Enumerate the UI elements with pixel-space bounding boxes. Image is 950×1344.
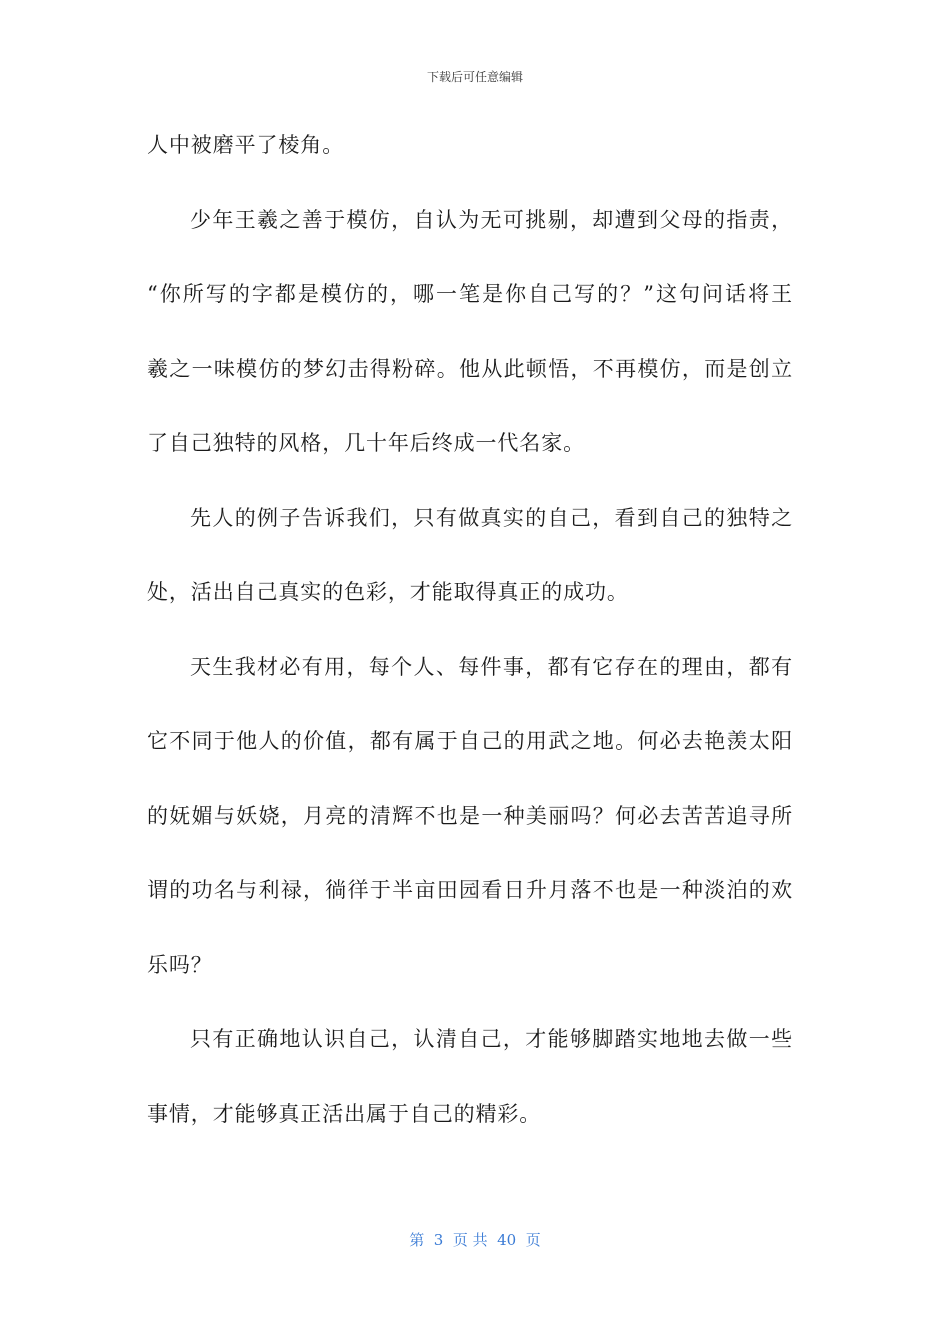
paragraph-first-line: 先人的例子告诉我们，只有做真实的自己，看到自己的独特之 <box>190 505 793 530</box>
paragraph-first-line: 天生我材必有用，每个人、每件事，都有它存在的理由，都有 <box>190 654 793 679</box>
text-line: 谓的功名与利禄，徜徉于半亩田园看日升月落不也是一种淡泊的欢 <box>147 878 793 902</box>
page-number: 第 3 页 共 40 页 <box>409 1231 541 1249</box>
text-line: 乐吗？ <box>147 952 213 977</box>
paragraph-first-line: 只有正确地认识自己，认清自己，才能够脚踏实地地去做一些 <box>190 1027 793 1051</box>
text-line: 了自己独特的风格，几十年后终成一代名家。 <box>147 431 585 455</box>
text-line: 羲之一味模仿的梦幻击得粉碎。他从此顿悟，不再模仿，而是创立 <box>147 356 793 381</box>
text-line: 人中被磨平了棱角。 <box>147 133 345 157</box>
text-line: 的妩媚与妖娆，月亮的清辉不也是一种美丽吗？何必去苦苦追寻所 <box>147 803 793 828</box>
text-line: “你所写的字都是模仿的，哪一笔是你自己写的？”这句问话将王 <box>147 282 793 306</box>
paragraph-first-line: 少年王羲之善于模仿，自认为无可挑剔，却遭到父母的指责， <box>190 207 793 232</box>
text-line: 事情，才能够真正活出属于自己的精彩。 <box>147 1101 542 1126</box>
document-body <box>147 130 793 1173</box>
text-line: 处，活出自己真实的色彩，才能取得真正的成功。 <box>147 580 629 604</box>
text-line: 它不同于他人的价值，都有属于自己的用武之地。何必去艳羡太阳 <box>147 729 793 753</box>
page-header: 下载后可任意编辑 <box>426 70 523 84</box>
